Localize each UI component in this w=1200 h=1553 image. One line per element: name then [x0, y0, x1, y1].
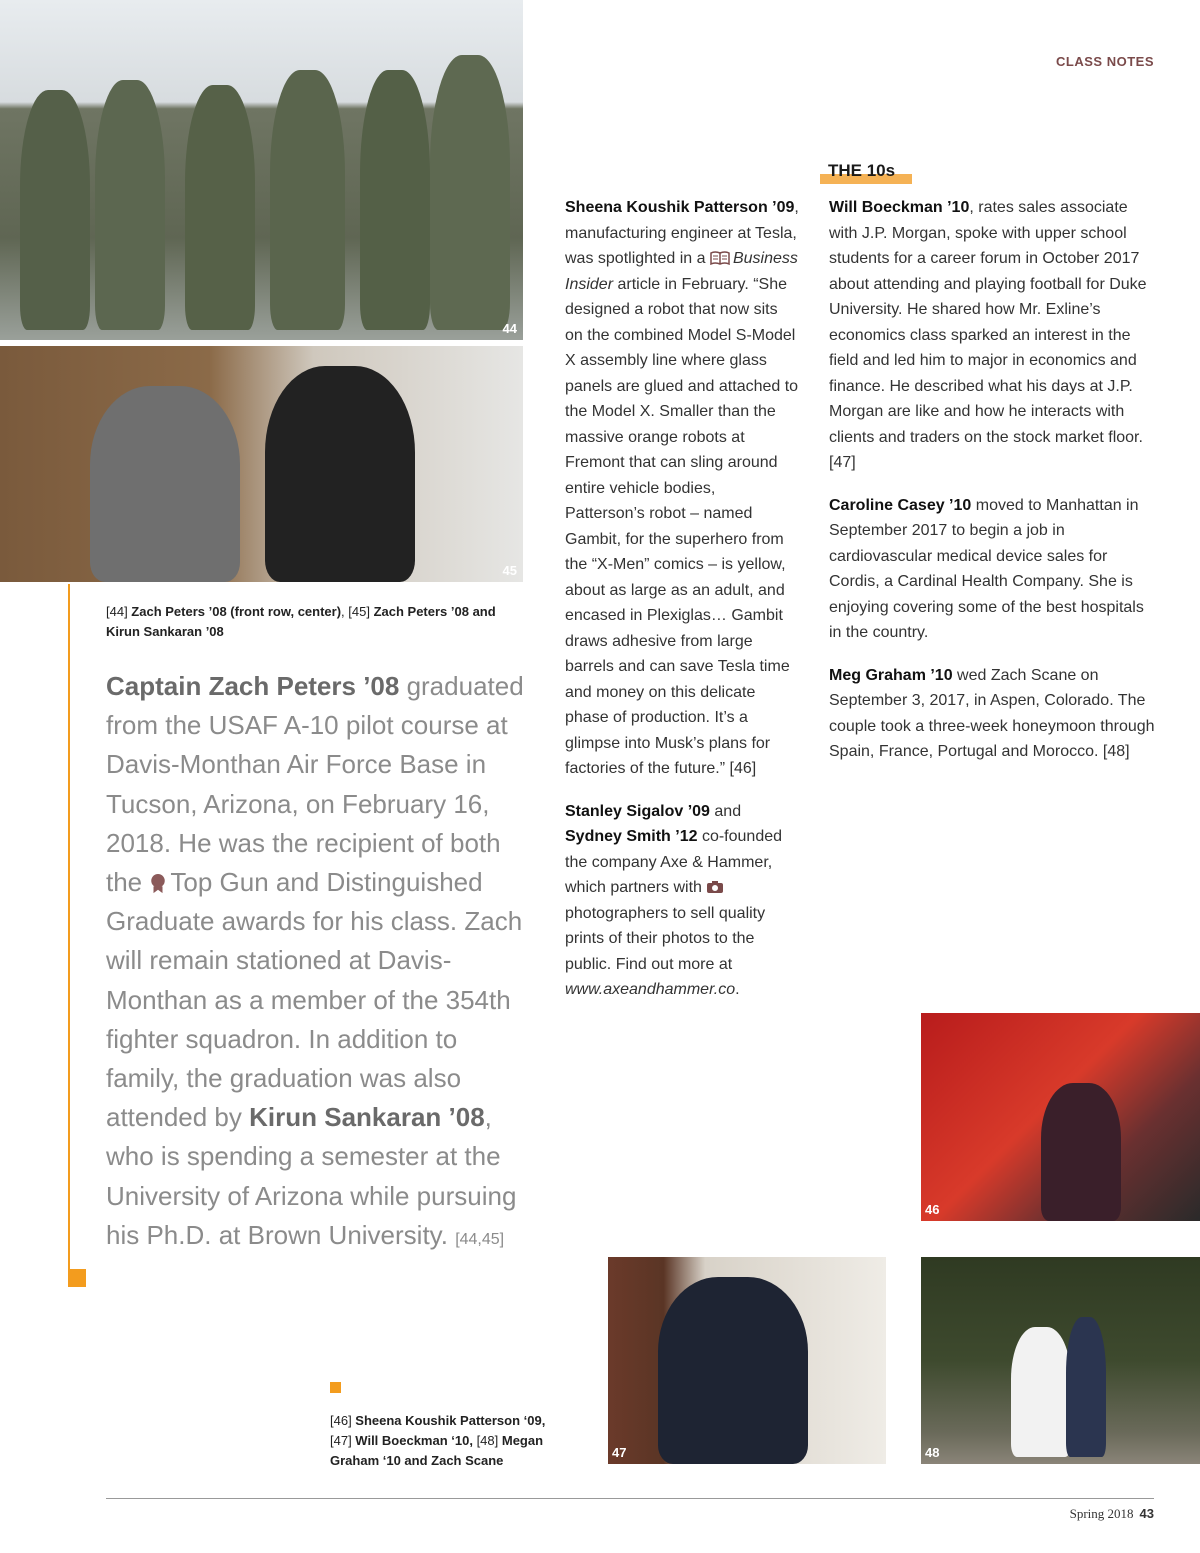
photo-number: 47: [612, 1445, 627, 1460]
photo-44-pilots: [0, 0, 523, 340]
photo-caption-46-48: [46] Sheena Koushik Patterson ‘09, [47] Will Boeckman ‘10, [48] Megan Graham ‘10 and Zach Scane: [330, 1413, 546, 1468]
accent-square: [68, 1269, 86, 1287]
page-number: 43: [1139, 1506, 1154, 1521]
photo-47-speaker: [608, 1257, 886, 1464]
class-notes-column-2: [829, 195, 1159, 782]
note-boeckman: Will Boeckman ’10, rates sales associate with J.P. Morgan, spoke with upper school students for a career forum in October 2017 about attending and playing football for Duke University. He shared how Mr. Exline’s economics class sparked an interest in the field and led him to major in economics and finance. He described what his days at J.P. Morgan are like and how he interacts with clients and traders on the stock market floor. [47]: [829, 199, 1147, 471]
note-sigalov-smith: Stanley Sigalov ’09 and Sydney Smith ’12 co-founded the company Axe & Hammer, which partners with photographers to sell quality prints of their photos to the public. Find out more at www.axeandhammer.co.: [565, 802, 783, 998]
class-notes-column-1: [565, 195, 799, 1020]
photo-number: 48: [925, 1445, 940, 1460]
camera-icon: [706, 880, 724, 894]
page-footer: [1070, 1506, 1154, 1522]
note-patterson: Sheena Koushik Patterson ’09, manufacturing engineer at Tesla, was spotlighted in a Business Insider article in February. “She designed a robot that now sits on the combined Model S-Model X assembly line where glass panels are glued and attached to the Model X. Smaller than the massive orange robots at Fremont that can sling around entire vehicle bodies, Patterson’s robot – named Gambit, for the superhero from the “X-Men” comics – is yellow, about as large as an adult, and encased in Plexiglas… Gambit draws adhesive from large barrels and can save Tesla time and money on this delicate phase of production. It’s a glimpse into Musk’s plans for factories of the future.” [46]: [565, 199, 799, 777]
accent-square: [330, 1382, 341, 1393]
photo-number: 44: [502, 321, 517, 336]
photo-caption-44-45: [44] Zach Peters ’08 (front row, center), [45] Zach Peters ’08 and Kirun Sankaran ’08: [106, 604, 496, 639]
book-icon: [710, 251, 730, 265]
photo-46-engineer-robot: [921, 1013, 1200, 1221]
photo-number: 46: [925, 1202, 940, 1217]
photo-45-two-men: [0, 346, 523, 582]
photo-48-wedding: [921, 1257, 1200, 1464]
decade-heading: THE 10s: [820, 160, 912, 184]
accent-rule: [68, 584, 70, 1274]
footer-rule: [106, 1498, 1154, 1499]
note-graham: Meg Graham ’10 wed Zach Scane on September 3, 2017, in Aspen, Colorado. The couple took a three-week honeymoon through Spain, France, Portugal and Morocco. [48]: [829, 666, 1155, 760]
photo-number: 45: [502, 563, 517, 578]
intro-paragraph: Captain Zach Peters ’08 graduated from the USAF A-10 pilot course at Davis-Monthan Air Force Base in Tucson, Arizona, on February 16, 2018. He was the recipient of both the Top Gun and Distinguished Graduate awards for his class. Zach will remain stationed at Davis-Monthan as a member of the 354th fighter squadron. In addition to family, the graduation was also attended by Kirun Sankaran ’08, who is spending a semester at the University of Arizona while pursuing his Ph.D. at Brown University. [44,45]: [106, 671, 524, 1250]
award-ribbon-icon: [149, 872, 167, 894]
note-casey: Caroline Casey ’10 moved to Manhattan in September 2017 to begin a job in cardiovascular medical device sales for Cordis, a Cardinal Health Company. She is enjoying covering some of the best hospitals in the country.: [829, 496, 1144, 641]
section-title: CLASS NOTES: [1056, 54, 1154, 69]
issue-label: Spring 2018: [1069, 1506, 1134, 1521]
